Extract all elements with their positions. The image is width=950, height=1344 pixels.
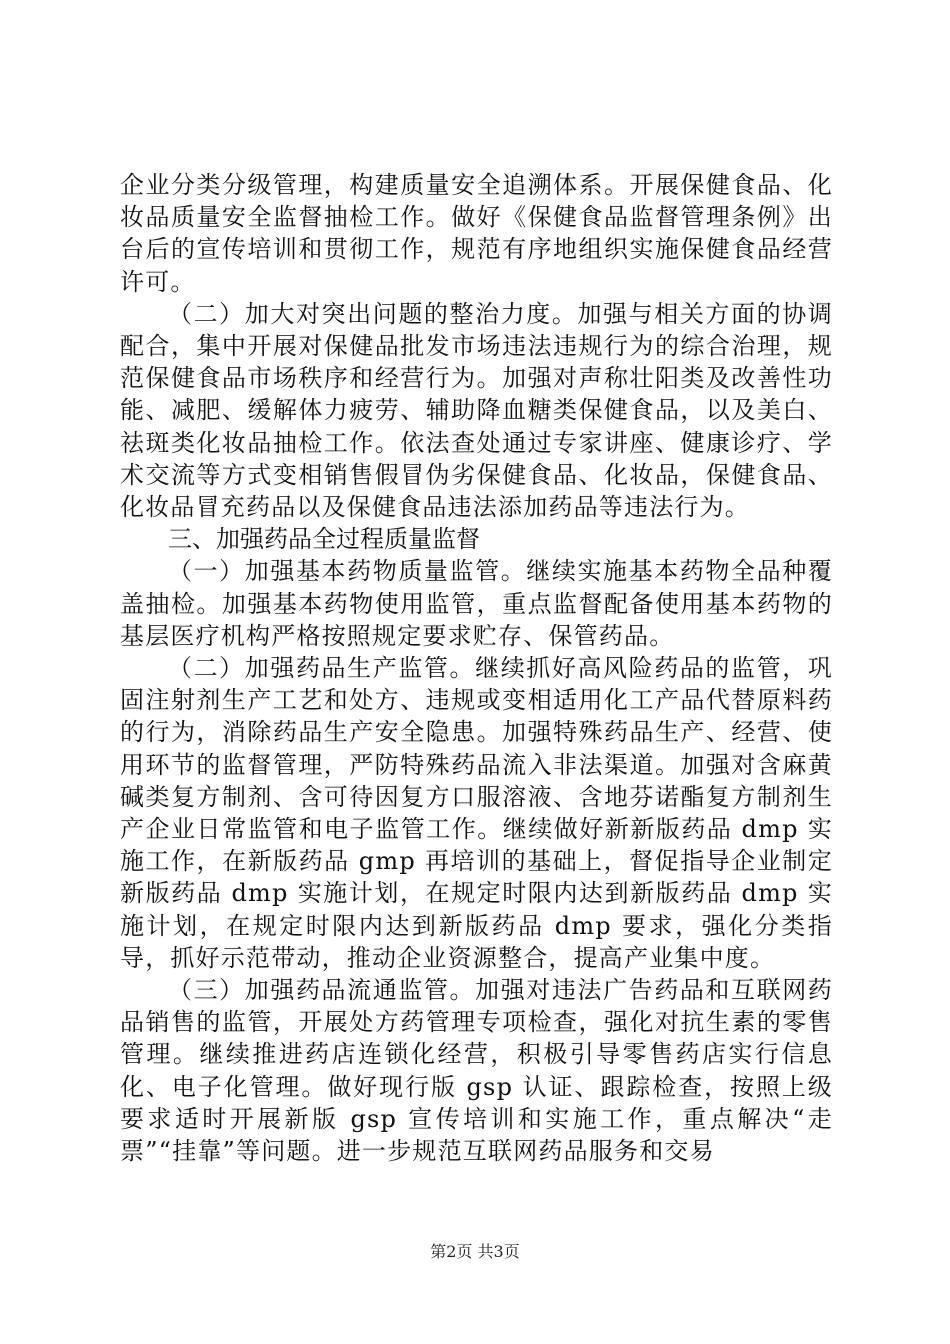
paragraph-continuation: 企业分类分级管理，构建质量安全追溯体系。开展保健食品、化妆品质量安全监督抽检工作。做好《保健食品监督管理条例》出台后的宣传培训和贯彻工作，规范有序地组织实施保健食品经营许可。 bbox=[120, 171, 833, 296]
paragraph-drug-circulation: （三）加强药品流通监管。加强对违法广告药品和互联网药品销售的监管，开展处方药管理专项检查，强化对抗生素的零售管理。继续推进药店连锁化经营，积极引导零售药店实行信息化、电子化管理。做好现行版 gsp 认证、跟踪检查，按照上级要求适时开展新版 gsp 宣传培训和实施工作，重点解决“走票”“挂靠”等问题。进一步规范互联网药品服务和交易 bbox=[120, 976, 833, 1166]
section-heading-drug-supervision: 三、加强药品全过程质量监督 bbox=[168, 525, 480, 554]
paragraph-drug-production: （二）加强药品生产监管。继续抓好高风险药品的监管，巩固注射剂生产工艺和处方、违规或变相适用化工产品代替原料药的行为，消除药品生产安全隐患。加强特殊药品生产、经营、使用环节的监督管理，严防特殊药品流入非法渠道。加强对含麻黄碱类复方制剂、含可待因复方口服溶液、含地芬诺酯复方制剂生产企业日常监管和电子监管工作。继续做好新新版药品 dmp 实施工作，在新版药品 gmp 再培训的基础上，督促指导企业制定新版药品 dmp 实施计划，在规定时限内达到新版药品 dmp 实施计划，在规定时限内达到新版药品 dmp 要求，强化分类指导，抓好示范带动，推动企业资源整合，提高产业集中度。 bbox=[120, 654, 833, 972]
paragraph-essential-drugs: （一）加强基本药物质量监管。继续实施基本药物全品种覆盖抽检。加强基本药物使用监管，重点监督配备使用基本药物的基层医疗机构严格按照规定要求贮存、保管药品。 bbox=[120, 557, 833, 650]
paragraph-rectification: （二）加大对突出问题的整治力度。加强与相关方面的协调配合，集中开展对保健品批发市场违法违规行为的综合治理，规范保健食品市场秩序和经营行为。加强对声称壮阳类及改善性功能、减肥、缓解体力疲劳、辅助降血糖类保健食品，以及美白、祛斑类化妆品抽检工作。依法查处通过专家讲座、健康诊疗、学术交流等方式变相销售假冒伪劣保健食品、化妆品，保健食品、化妆品冒充药品以及保健食品违法添加药品等违法行为。 bbox=[120, 299, 833, 522]
page-number-footer: 第2页 共3页 bbox=[430, 1242, 520, 1261]
document-body bbox=[120, 169, 833, 1167]
